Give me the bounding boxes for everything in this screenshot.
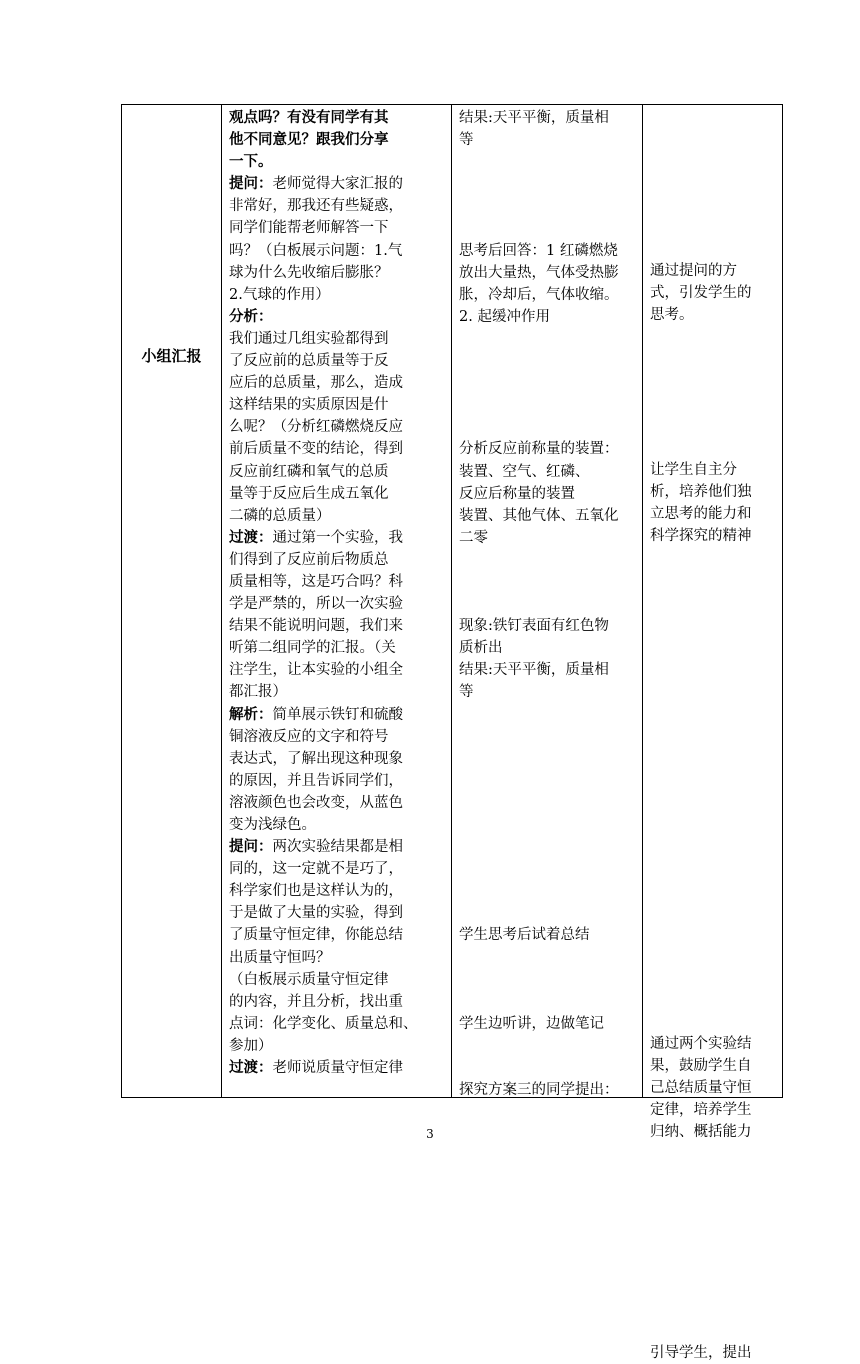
- intent-line: [650, 348, 752, 370]
- student-line: 现象:铁钉表面有红色物: [459, 618, 609, 635]
- line-text: 出质量守恒吗？: [229, 949, 331, 966]
- intent-line: [650, 437, 752, 459]
- intent-line: [650, 591, 752, 613]
- student-line: 装置、其他气体、五氧化: [459, 507, 619, 524]
- teacher-line: [229, 991, 418, 1013]
- student-line: 装置、空气、红磷、: [459, 463, 590, 480]
- teacher-line: [229, 1035, 418, 1057]
- bold-lead: 过渡：: [229, 528, 273, 546]
- intent-line: 通过提问的方: [650, 262, 737, 279]
- intent-line: 引导学生，提出: [650, 1345, 752, 1362]
- student-line: [459, 328, 619, 350]
- bold-lead: 分析：: [229, 307, 273, 325]
- teacher-line: [229, 681, 418, 703]
- student-line: 探究方案三的同学提出：: [459, 1082, 619, 1099]
- intent-line: [650, 945, 752, 967]
- intent-line: [650, 83, 752, 105]
- intent-line: [650, 812, 752, 834]
- line-text: 应后的总质量，那么，造成: [229, 375, 403, 392]
- line-text: 二磷的总质量）: [229, 507, 331, 524]
- student-line: [459, 969, 619, 991]
- intent-line: [650, 878, 752, 900]
- teacher-line: [229, 151, 418, 173]
- student-line: [459, 1035, 619, 1057]
- intent-line: [650, 414, 752, 436]
- student-activity-cell: [459, 107, 619, 1101]
- intent-line: [650, 193, 752, 215]
- column-divider: [451, 105, 452, 1097]
- student-line: [459, 770, 619, 792]
- teacher-line: [229, 173, 418, 195]
- column-divider: [221, 105, 222, 1097]
- line-text: 我们通过几组实验都得到: [229, 330, 389, 347]
- line-text: 吗？（白板展示问题：1.气: [229, 242, 403, 259]
- teacher-line: [229, 438, 418, 460]
- line-text: 参加）: [229, 1037, 273, 1054]
- teacher-line: [229, 836, 418, 858]
- intent-line: [650, 856, 752, 878]
- teacher-line: [229, 129, 418, 151]
- teacher-line: [229, 969, 418, 991]
- student-line: 2. 起缓冲作用: [459, 308, 550, 325]
- line-text: 量等于反应后生成五氧化: [229, 485, 389, 502]
- line-text: 么呢？（分析红磷燃烧反应: [229, 419, 403, 436]
- intent-line: [650, 105, 752, 127]
- teacher-line: [229, 814, 418, 836]
- student-line: [459, 1057, 619, 1079]
- teacher-line: [229, 284, 418, 306]
- line-text: 点词：化学变化、质量总和、: [229, 1015, 418, 1032]
- intent-line: [650, 746, 752, 768]
- intent-line: [650, 768, 752, 790]
- intent-line: 通过两个实验结: [650, 1036, 752, 1053]
- intent-line: [650, 392, 752, 414]
- intent-line: 己总结质量守恒: [650, 1080, 752, 1097]
- intent-line: [650, 1011, 752, 1033]
- line-text: 通过第一个实验，我: [272, 529, 403, 546]
- line-text: 非常好，那我还有些疑惑，: [229, 198, 403, 215]
- bold-lead: 提问：: [229, 175, 273, 193]
- student-line: 二零: [459, 529, 488, 546]
- teacher-line: [229, 483, 418, 505]
- student-line: [459, 991, 619, 1013]
- line-text: 的内容，并且分析，找出重: [229, 993, 403, 1010]
- student-line: 结果:天平平衡，质量相: [459, 110, 609, 126]
- intent-line: [650, 635, 752, 657]
- section-label: 小组汇报: [141, 347, 202, 365]
- teacher-line: [229, 416, 418, 438]
- line-text: 质量相等，这是巧合吗？科: [229, 573, 403, 590]
- student-line: [459, 372, 619, 394]
- intent-line: [650, 127, 752, 149]
- intent-line: [650, 613, 752, 635]
- intent-line: [650, 171, 752, 193]
- line-text: 这样结果的实质原因是什: [229, 397, 389, 414]
- teacher-activity-cell: [229, 107, 418, 1079]
- teacher-line: [229, 858, 418, 880]
- intent-line: [650, 790, 752, 812]
- teacher-line: [229, 615, 418, 637]
- student-line: [459, 704, 619, 726]
- intent-line: 立思考的能力和: [650, 505, 752, 522]
- intent-line: [650, 967, 752, 989]
- student-line: 等: [459, 684, 474, 701]
- intent-line: 析，培养他们独: [650, 483, 752, 500]
- teacher-line: [229, 394, 418, 416]
- teacher-line: [229, 306, 418, 328]
- student-line: [459, 726, 619, 748]
- line-text: 学是严禁的，所以一次实验: [229, 596, 403, 613]
- intent-line: [650, 702, 752, 724]
- intent-line: [650, 900, 752, 922]
- student-line: [459, 814, 619, 836]
- student-line: [459, 792, 619, 814]
- design-intent-cell: [650, 83, 752, 1364]
- line-text: 了质量守恒定律，你能总结: [229, 927, 403, 944]
- intent-line: [650, 547, 752, 569]
- student-line: [459, 593, 619, 615]
- teacher-line: [229, 461, 418, 483]
- student-line: [459, 858, 619, 880]
- intent-line: 思考。: [650, 306, 694, 323]
- student-line: [459, 902, 619, 924]
- line-text: 2.气球的作用）: [229, 286, 330, 303]
- teacher-line: [229, 748, 418, 770]
- bold-lead: 一下。: [229, 153, 273, 171]
- teacher-line: [229, 902, 418, 924]
- line-text: 老师说质量守恒定律: [272, 1060, 403, 1077]
- page-number: 3: [426, 1127, 434, 1141]
- line-text: 们得到了反应前后物质总: [229, 551, 389, 568]
- intent-line: [650, 680, 752, 702]
- intent-line: [650, 1276, 752, 1298]
- intent-line: [650, 238, 752, 260]
- student-line: [459, 151, 619, 173]
- intent-line: [650, 326, 752, 348]
- student-line: 等: [459, 132, 474, 149]
- teacher-line: [229, 372, 418, 394]
- teacher-line: [229, 726, 418, 748]
- bold-lead: 观点吗？有没有同学有其: [229, 109, 389, 126]
- line-text: 两次实验结果都是相: [272, 839, 403, 856]
- intent-line: [650, 1210, 752, 1232]
- line-text: 科学家们也是这样认为的，: [229, 883, 403, 900]
- intent-line: 科学探究的精神: [650, 527, 752, 544]
- intent-line: 果，鼓励学生自: [650, 1058, 752, 1075]
- student-line: [459, 836, 619, 858]
- student-line: 学生思考后试着总结: [459, 927, 590, 944]
- teacher-line: [229, 1057, 418, 1079]
- teacher-line: [229, 262, 418, 284]
- line-text: 结果不能说明问题，我们来: [229, 618, 403, 635]
- student-line: [459, 549, 619, 571]
- column-divider: [642, 105, 643, 1097]
- line-text: 变为浅绿色。: [229, 817, 316, 833]
- student-line: [459, 173, 619, 195]
- student-line: [459, 217, 619, 239]
- student-line: 反应后称量的装置: [459, 485, 575, 502]
- teacher-line: [229, 770, 418, 792]
- intent-line: [650, 370, 752, 392]
- teacher-line: [229, 659, 418, 681]
- line-text: 同学们能帮老师解答一下: [229, 220, 389, 237]
- bold-lead: 解析：: [229, 705, 273, 723]
- bold-lead: 他不同意见？跟我们分享: [229, 131, 389, 149]
- intent-line: [650, 1320, 752, 1342]
- bold-lead: 提问：: [229, 838, 273, 856]
- intent-line: 归纳、概括能力: [650, 1124, 752, 1141]
- teacher-line: [229, 792, 418, 814]
- teacher-line: [229, 571, 418, 593]
- student-line: 胀，冷却后，气体收缩。: [459, 286, 619, 303]
- student-line: [459, 350, 619, 372]
- teacher-line: [229, 240, 418, 262]
- bold-lead: 过渡：: [229, 1059, 273, 1077]
- teacher-line: [229, 350, 418, 372]
- line-text: 老师觉得大家汇报的: [272, 176, 403, 193]
- intent-line: [650, 834, 752, 856]
- student-line: [459, 195, 619, 217]
- line-text: 于是做了大量的实验，得到: [229, 905, 403, 922]
- intent-line: [650, 989, 752, 1011]
- line-text: 同的，这一定就不是巧了，: [229, 861, 403, 878]
- line-text: 溶液颜色也会改变，从蓝色: [229, 794, 403, 811]
- intent-line: [650, 1188, 752, 1210]
- line-text: 简单展示铁钉和硫酸: [272, 706, 403, 723]
- intent-line: [650, 1166, 752, 1188]
- line-text: 听第二组同学的汇报。（关: [229, 640, 396, 657]
- intent-line: [650, 1254, 752, 1276]
- line-text: 反应前红磷和氧气的总质: [229, 463, 389, 480]
- intent-line: 让学生自主分: [650, 461, 737, 478]
- teacher-line: [229, 505, 418, 527]
- teacher-line: [229, 1013, 418, 1035]
- student-line: 学生边听讲，边做笔记: [459, 1015, 604, 1032]
- teacher-line: [229, 527, 418, 549]
- teacher-line: [229, 195, 418, 217]
- student-line: [459, 394, 619, 416]
- intent-line: 定律，培养学生: [650, 1102, 752, 1119]
- line-text: 球为什么先收缩后膨胀？: [229, 264, 389, 281]
- teacher-line: [229, 947, 418, 969]
- intent-line: [650, 149, 752, 171]
- line-text: （白板展示质量守恒定律: [229, 971, 389, 988]
- line-text: 铜溶液反应的文字和符号: [229, 728, 389, 745]
- teacher-line: [229, 880, 418, 902]
- intent-line: [650, 569, 752, 591]
- teacher-line: [229, 704, 418, 726]
- line-text: 的原因，并且告诉同学们，: [229, 772, 403, 789]
- line-text: 了反应前的总质量等于反: [229, 353, 389, 370]
- student-line: [459, 571, 619, 593]
- intent-line: [650, 657, 752, 679]
- student-line: 放出大量热，气体受热膨: [459, 264, 619, 281]
- teacher-line: [229, 549, 418, 571]
- intent-line: [650, 923, 752, 945]
- line-text: 都汇报）: [229, 684, 287, 701]
- student-line: 思考后回答：1 红磷燃烧: [459, 242, 618, 259]
- teacher-line: [229, 924, 418, 946]
- lesson-table: [121, 104, 783, 1362]
- intent-line: [650, 1232, 752, 1254]
- teacher-line: [229, 328, 418, 350]
- student-line: [459, 880, 619, 902]
- teacher-line: [229, 217, 418, 239]
- student-line: 结果:天平平衡，质量相: [459, 662, 609, 679]
- student-line: [459, 947, 619, 969]
- student-line: 质析出: [459, 640, 503, 657]
- student-line: [459, 748, 619, 770]
- intent-line: [650, 1298, 752, 1320]
- teacher-line: [229, 637, 418, 659]
- intent-line: [650, 1144, 752, 1166]
- line-text: 注学生，让本实验的小组全: [229, 662, 403, 679]
- line-text: 表达式，了解出现这种现象: [229, 750, 403, 767]
- intent-line: 式，引发学生的: [650, 284, 752, 301]
- line-text: 前后质量不变的结论，得到: [229, 441, 403, 458]
- intent-line: [650, 724, 752, 746]
- intent-line: [650, 216, 752, 238]
- teacher-line: [229, 107, 418, 129]
- teacher-line: [229, 593, 418, 615]
- student-line: [459, 416, 619, 438]
- student-line: 分析反应前称量的装置：: [459, 441, 619, 458]
